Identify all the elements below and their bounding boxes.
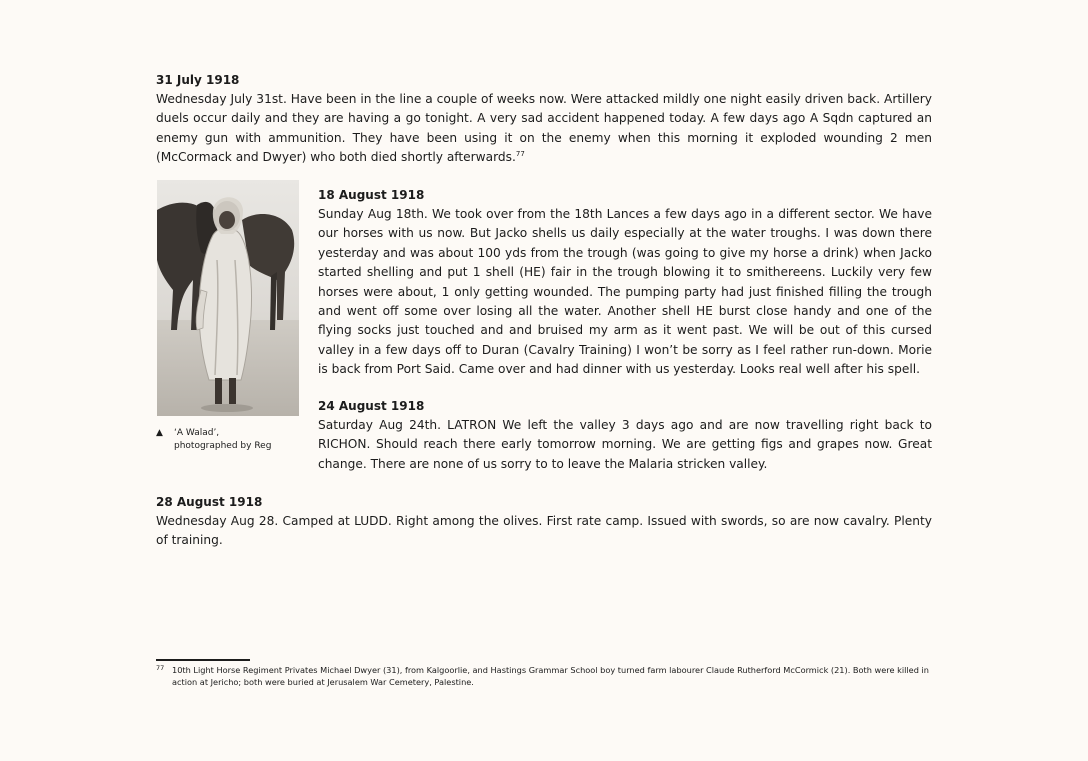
- entry-text-31-july: [156, 90, 932, 168]
- caption-credit: photographed by Reg: [174, 441, 272, 451]
- footnote-text: 10th Light Horse Regiment Privates Michael Dwyer (31), from Kalgoorlie, and Hastings Grammar School boy turned farm labourer Claude Rutherford McCormick (21). Both were killed in action at Jericho; both were buried at Jerusalem War Cemetery, Palestine.: [172, 665, 929, 687]
- footnote-reference[interactable]: 77: [515, 150, 525, 159]
- photo-a-walad: [157, 180, 299, 416]
- caption-title: ‘A Walad’,: [174, 428, 220, 438]
- entry-date-18-august: 18 August 1918: [318, 188, 425, 202]
- entry-text: Wednesday July 31st. Have been in the line a couple of weeks now. Were attacked mildly one night easily driven back. Artillery duels occur daily and they are having a go tonight. A very sad accident happened today. A few days ago A Sqdn captured an enemy gun with ammunition. They have been using it on the enemy when this morning it exploded wounding 2 men (McCormack and Dwyer) who both died shortly afterwards.: [156, 92, 932, 165]
- entry-text-18-august: Sunday Aug 18th. We took over from the 18th Lances a few days ago in a different sector. We have our horses with us now. But Jacko shells us daily especially at the water troughs. I was down there yesterday and was about 100 yds from the trough (was going to give my horse a drink) when Jacko started shelling and put 1 shell (HE) fair in the trough blowing it to smithereens. Luckily very few horses were about, 1 only getting wounded. The pumping party had just finished filling the trough and went off some over losing all the water. Another shell HE burst close handy and one of the flying socks just touched and and bruised my arm as it went past. We will be out of this cursed valley in a few days off to Duran (Cavalry Training) I won’t be sorry as I feel rather run-down. Morie is back from Port Said. Came over and had dinner with us yesterday. Looks real well after his spell.: [318, 207, 932, 377]
- photo-caption: [156, 427, 306, 453]
- footnote: [156, 664, 936, 688]
- entry-text-28-august: Wednesday Aug 28. Camped at LUDD. Right among the olives. First rate camp. Issued with swords, so are now cavalry. Plenty of training.: [156, 514, 932, 548]
- footnote-number: 77: [156, 664, 165, 672]
- caption-triangle-icon: ▲: [156, 428, 163, 438]
- entry-date-31-july: 31 July 1918: [156, 73, 240, 87]
- entry-date-24-august: 24 August 1918: [318, 399, 425, 413]
- photo-image: [157, 180, 299, 416]
- footnote-divider: [156, 659, 250, 661]
- entry-date-28-august: 28 August 1918: [156, 495, 263, 509]
- entry-text-24-august: Saturday Aug 24th. LATRON We left the valley 3 days ago and are now travelling right back to RICHON. Should reach there early tomorrow morning. We are getting figs and grapes now. Great change. There are none of us sorry to to leave the Malaria stricken valley.: [318, 418, 932, 471]
